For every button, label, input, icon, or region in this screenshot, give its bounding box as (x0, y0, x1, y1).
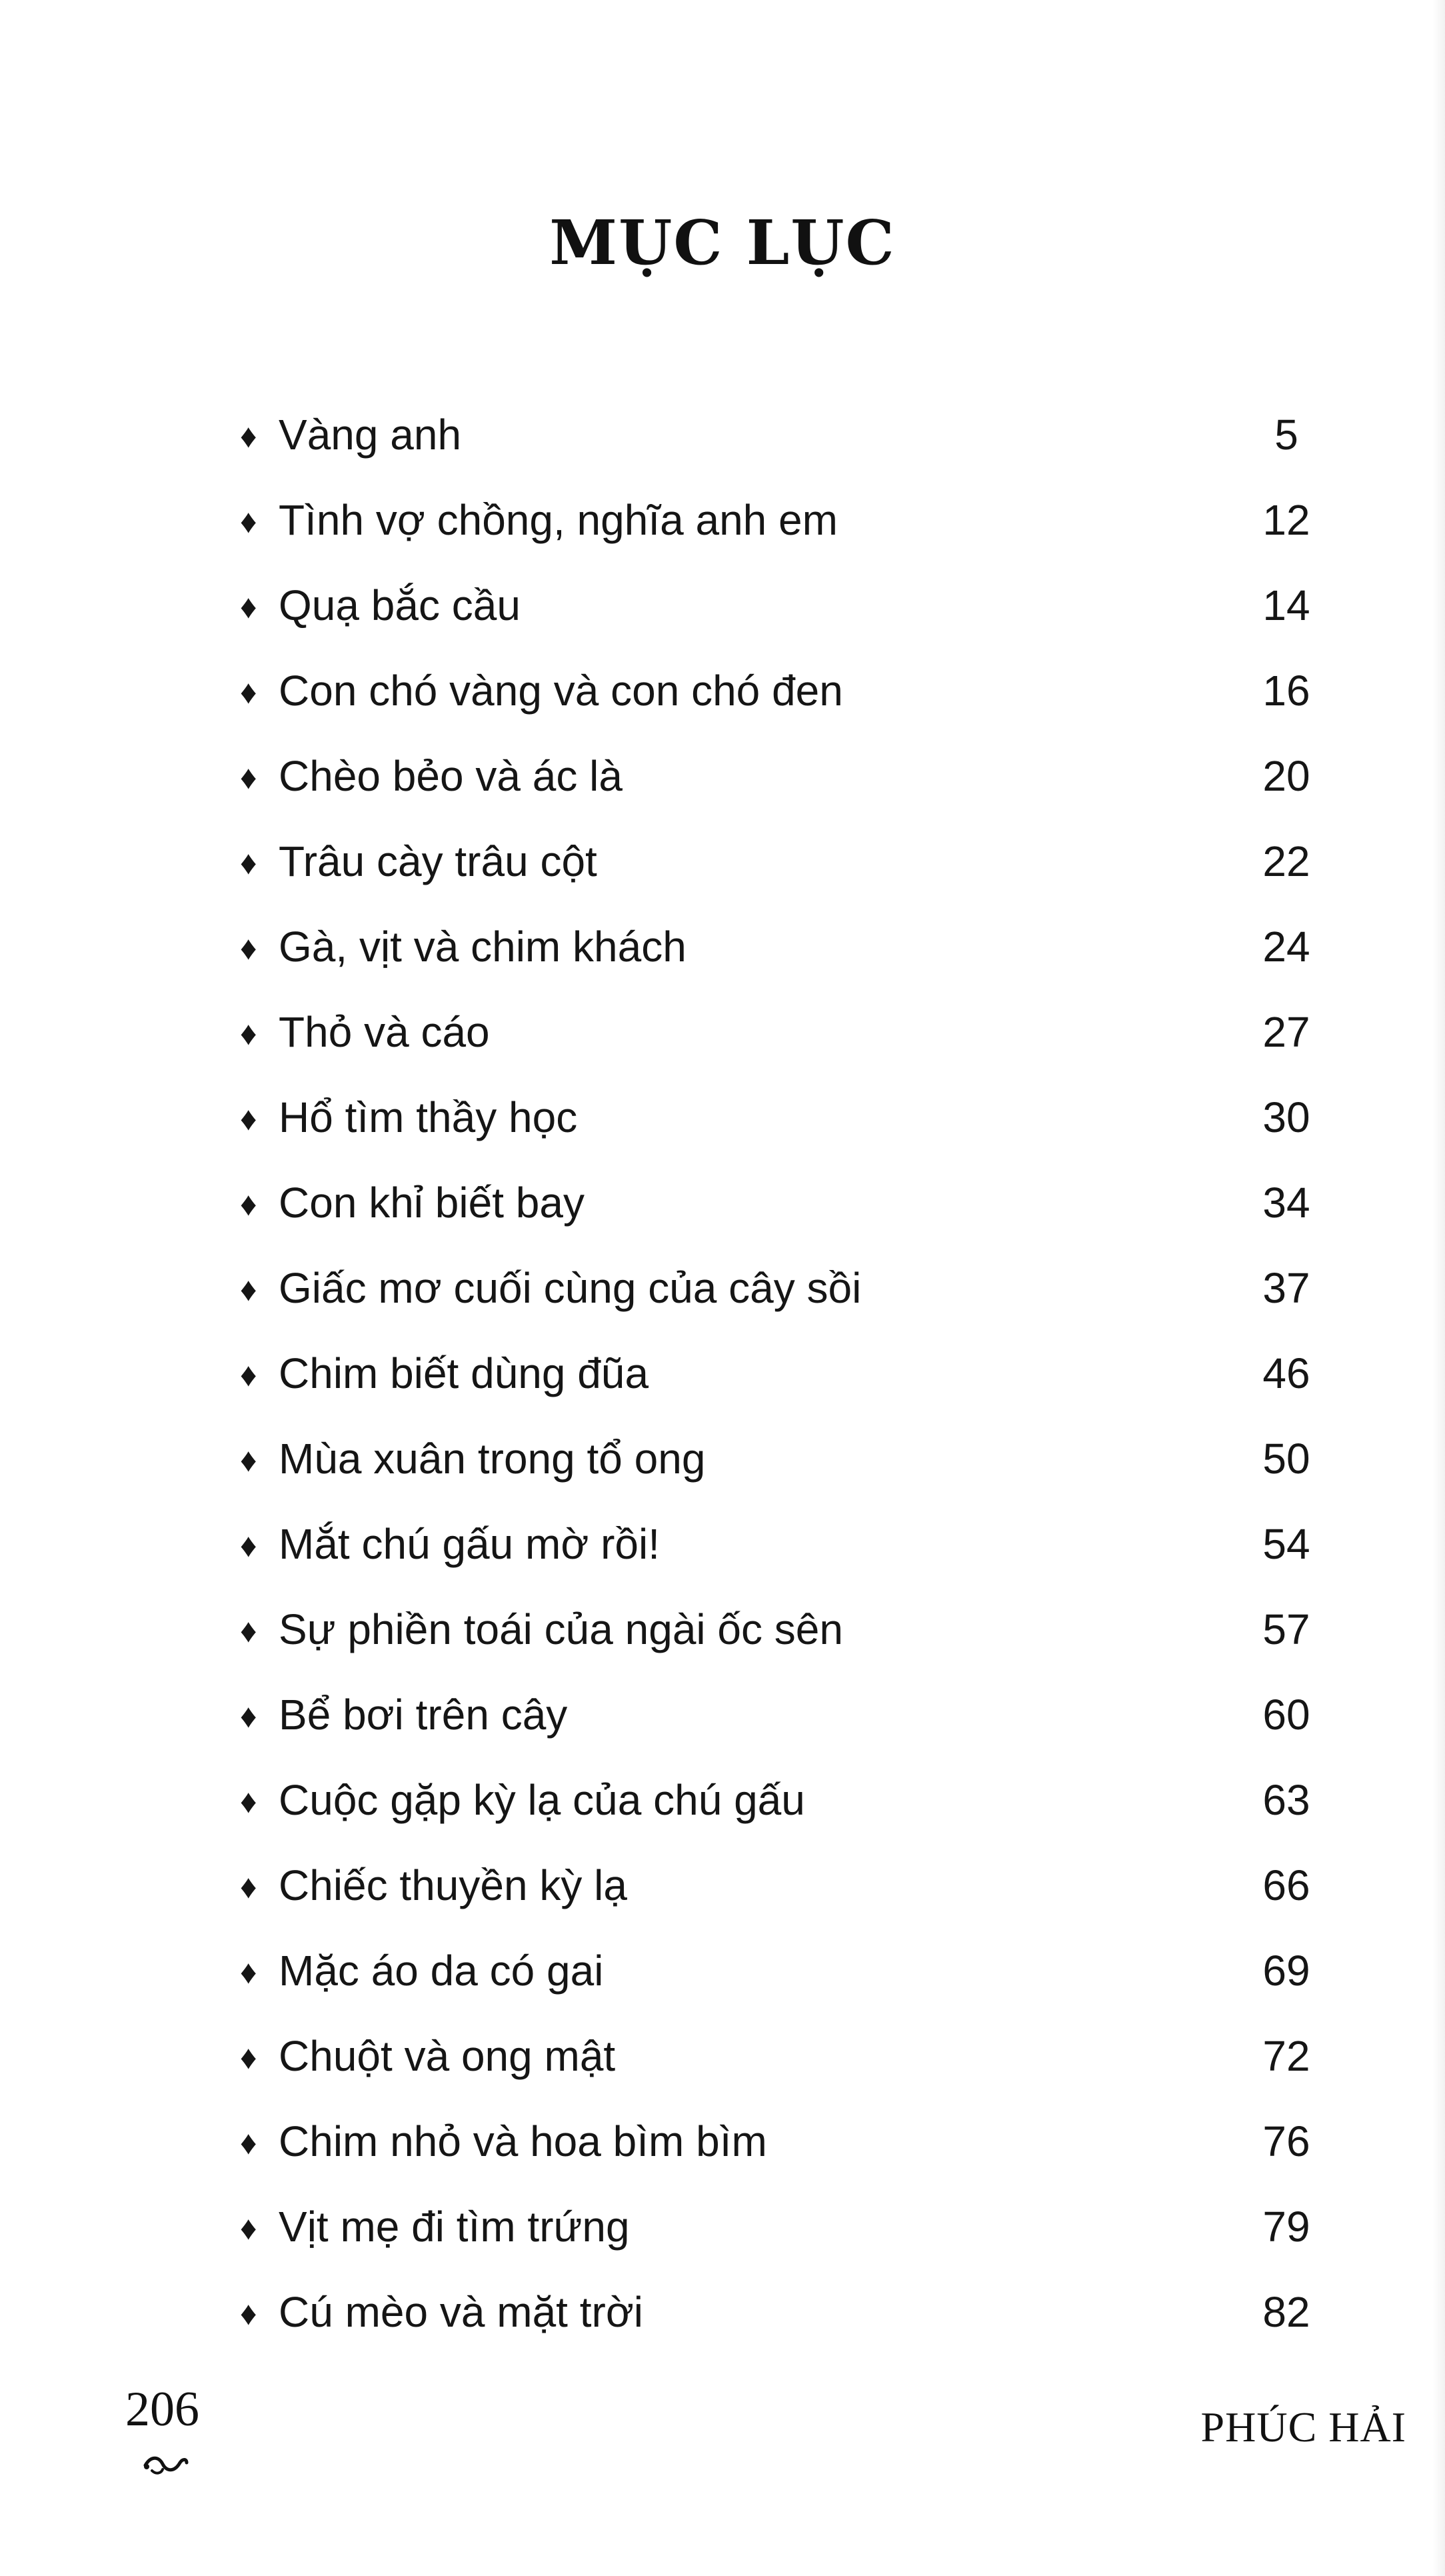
toc-entry[interactable] (240, 1680, 1333, 1765)
toc-entry[interactable] (240, 741, 1333, 827)
toc-entry[interactable] (240, 2107, 1333, 2192)
diamond-bullet-icon: ♦ (240, 1100, 257, 1137)
toc-entry[interactable] (240, 1339, 1333, 1424)
diamond-bullet-icon: ♦ (240, 1015, 257, 1052)
diamond-bullet-icon: ♦ (240, 1527, 257, 1564)
toc-entry-title: Trâu cày trâu cột (279, 837, 597, 885)
toc-entry-page: 27 (1262, 1008, 1310, 1056)
toc-entry[interactable] (240, 2021, 1333, 2107)
toc-entry-page: 24 (1262, 923, 1310, 971)
diamond-bullet-icon: ♦ (240, 1953, 257, 1991)
toc-entry-title: Hổ tìm thầy học (279, 1093, 578, 1141)
diamond-bullet-icon: ♦ (240, 1185, 257, 1223)
toc-entry-page: 22 (1262, 837, 1310, 885)
toc-entry[interactable] (240, 400, 1333, 485)
diamond-bullet-icon: ♦ (240, 1612, 257, 1649)
diamond-bullet-icon: ♦ (240, 673, 257, 711)
flourish-icon (143, 2451, 189, 2477)
toc-entry-page: 12 (1262, 496, 1310, 544)
toc-entry[interactable] (240, 1595, 1333, 1680)
diamond-bullet-icon: ♦ (240, 588, 257, 625)
toc-entry[interactable] (240, 2192, 1333, 2277)
toc-entry-title: Tình vợ chồng, nghĩa anh em (279, 496, 838, 544)
toc-entry[interactable] (240, 571, 1333, 656)
toc-entry-title: Chèo bẻo và ác là (279, 752, 623, 800)
toc-entry-title: Vàng anh (279, 411, 462, 459)
toc-entry-title: Cuộc gặp kỳ lạ của chú gấu (279, 1776, 805, 1824)
toc-entry-title: Chim biết dùng đũa (279, 1349, 649, 1397)
diamond-bullet-icon: ♦ (240, 2124, 257, 2161)
toc-entry-title: Chuột và ong mật (279, 2032, 616, 2080)
toc-entry-page: 16 (1262, 667, 1310, 715)
toc-entry-page: 34 (1262, 1179, 1310, 1227)
toc-entry[interactable] (240, 1936, 1333, 2021)
diamond-bullet-icon: ♦ (240, 844, 257, 881)
diamond-bullet-icon: ♦ (240, 2295, 257, 2332)
toc-entry-title: Sự phiền toái của ngài ốc sên (279, 1605, 843, 1653)
diamond-bullet-icon: ♦ (240, 2209, 257, 2247)
toc-entry-title: Thỏ và cáo (279, 1008, 490, 1056)
diamond-bullet-icon: ♦ (240, 417, 257, 455)
table-of-contents (240, 400, 1333, 2363)
toc-entry-page: 50 (1262, 1435, 1310, 1483)
toc-entry-page: 14 (1262, 581, 1310, 629)
toc-entry[interactable] (240, 1253, 1333, 1339)
page-edge-shadow (1433, 0, 1445, 2576)
toc-entry-title: Gà, vịt và chim khách (279, 923, 687, 971)
toc-entry-page: 82 (1262, 2288, 1310, 2336)
toc-entry[interactable] (240, 1083, 1333, 1168)
toc-entry-page: 5 (1274, 411, 1298, 459)
diamond-bullet-icon: ♦ (240, 1783, 257, 1820)
toc-entry[interactable] (240, 912, 1333, 997)
toc-entry-title: Quạ bắc cầu (279, 581, 521, 629)
toc-entry-page: 54 (1262, 1520, 1310, 1568)
toc-entry-title: Giấc mơ cuối cùng của cây sồi (279, 1264, 862, 1312)
page-number: 206 (125, 2382, 199, 2437)
toc-entry-title: Mặc áo da có gai (279, 1947, 604, 1995)
toc-entry-page: 79 (1262, 2203, 1310, 2251)
page-title: MỤC LỤC (549, 207, 896, 279)
toc-entry-title: Mùa xuân trong tổ ong (279, 1435, 706, 1483)
toc-entry-page: 46 (1262, 1349, 1310, 1397)
toc-entry[interactable] (240, 1509, 1333, 1595)
toc-entry[interactable] (240, 1765, 1333, 1851)
toc-entry-page: 66 (1262, 1861, 1310, 1909)
toc-entry-title: Vịt mẹ đi tìm trứng (279, 2203, 630, 2251)
diamond-bullet-icon: ♦ (240, 759, 257, 796)
toc-entry[interactable] (240, 1851, 1333, 1936)
diamond-bullet-icon: ♦ (240, 1697, 257, 1735)
toc-entry-title: Con chó vàng và con chó đen (279, 667, 843, 715)
toc-entry-page: 57 (1262, 1605, 1310, 1653)
toc-entry-title: Bể bơi trên cây (279, 1691, 568, 1739)
toc-entry-page: 30 (1262, 1093, 1310, 1141)
diamond-bullet-icon: ♦ (240, 1441, 257, 1479)
diamond-bullet-icon: ♦ (240, 2039, 257, 2076)
toc-entry-title: Cú mèo và mặt trời (279, 2288, 643, 2336)
toc-entry-page: 63 (1262, 1776, 1310, 1824)
diamond-bullet-icon: ♦ (240, 1271, 257, 1308)
diamond-bullet-icon: ♦ (240, 1356, 257, 1393)
toc-entry[interactable] (240, 656, 1333, 741)
toc-entry[interactable] (240, 1168, 1333, 1253)
toc-entry-title: Con khỉ biết bay (279, 1179, 585, 1227)
toc-entry-page: 72 (1262, 2032, 1310, 2080)
toc-entry-title: Chim nhỏ và hoa bìm bìm (279, 2117, 767, 2165)
toc-entry[interactable] (240, 2277, 1333, 2363)
diamond-bullet-icon: ♦ (240, 1868, 257, 1905)
toc-entry-page: 37 (1262, 1264, 1310, 1312)
toc-entry-page: 69 (1262, 1947, 1310, 1995)
toc-entry-page: 20 (1262, 752, 1310, 800)
author-name: PHÚC HẢI (1200, 2403, 1406, 2451)
toc-entry-title: Mắt chú gấu mờ rồi! (279, 1520, 660, 1568)
toc-entry[interactable] (240, 997, 1333, 1083)
toc-entry-title: Chiếc thuyền kỳ lạ (279, 1861, 627, 1909)
diamond-bullet-icon: ♦ (240, 929, 257, 967)
toc-entry-page: 76 (1262, 2117, 1310, 2165)
toc-entry[interactable] (240, 1424, 1333, 1509)
toc-entry-page: 60 (1262, 1691, 1310, 1739)
toc-entry[interactable] (240, 827, 1333, 912)
diamond-bullet-icon: ♦ (240, 503, 257, 540)
toc-entry[interactable] (240, 485, 1333, 571)
